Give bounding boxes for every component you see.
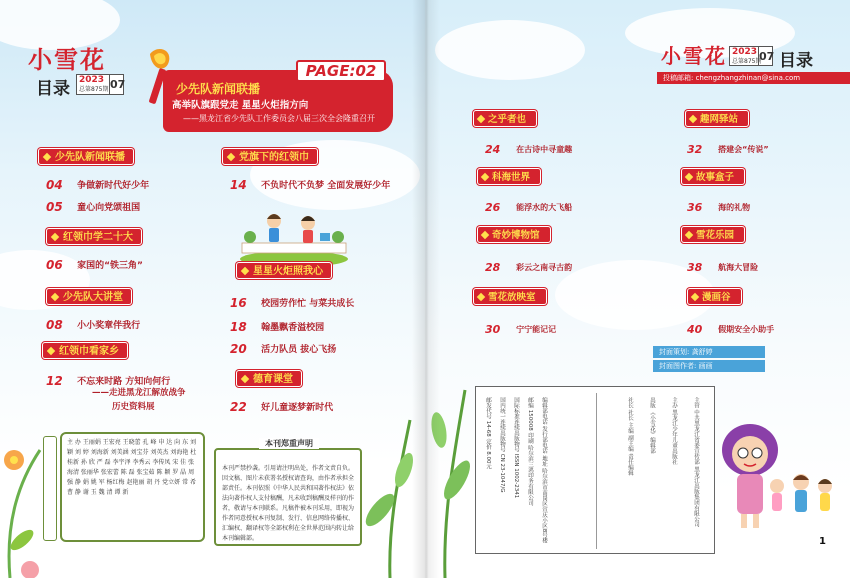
toc-entry[interactable] <box>230 338 336 357</box>
toc-entry[interactable] <box>485 138 572 157</box>
section-header[interactable]: 雪花乐园 <box>681 226 745 243</box>
entry-title: 不忘来时路 方知向何行 <box>77 377 171 387</box>
entry-page-number: 22 <box>230 400 247 414</box>
pub-info-line: 国际标准连续出版物号 ISSN 1002-2341 <box>513 397 519 499</box>
toc-entry[interactable] <box>46 314 140 333</box>
entry-title: 宁宁能记记 <box>516 325 557 334</box>
entry-page-number: 28 <box>485 261 501 274</box>
toc-entry[interactable] <box>485 318 556 337</box>
publication-info-box <box>475 386 715 554</box>
toc-entry[interactable] <box>687 256 758 275</box>
entry-title: 小小奖章伴我行 <box>77 321 141 331</box>
toc-title: 目录 <box>36 79 70 99</box>
cloud-decoration <box>435 20 585 80</box>
section-header[interactable]: 星星火炬照我心 <box>236 262 332 279</box>
entry-page-number: 14 <box>230 178 247 192</box>
section-header[interactable]: 德育课堂 <box>236 370 302 387</box>
brand-logo: 小雪花 <box>28 46 106 74</box>
entry-page-number: 16 <box>230 296 247 310</box>
entry-page-number: 26 <box>485 201 501 214</box>
pub-info-line: 编辑部电话 发行部电话 地址 哈尔滨市南岗区宣庆小区8号楼 <box>541 397 547 544</box>
pub-info-line: 主办 黑龙江少年儿童出版社 <box>671 397 677 465</box>
leaf-decoration <box>360 400 420 578</box>
entry-page-number: 08 <box>46 318 63 332</box>
entry-title: 活力队员 拔心飞扬 <box>261 345 337 355</box>
issue-total: 总第875期 <box>79 86 109 93</box>
entry-title: 假期安全小助手 <box>718 325 775 334</box>
staff-list: 主 办 王丽娟 王宏亮 王晓蕾 孔 峰 申 达 向 东 刘颖 刘 婷 刘海新 刘美涵 刘宝芬 刘英杰 刘海艳 杜桂新 孙 欣 严 磊 李宇泽 李秀云 李传凤 宋 佳 张海清 张丽华 张宏蕾 陈 磊 张宝茹 陈 颖 罗 晶 周 强 静 娟 姚 军 杨红梅 赵艳丽 胡 丹 党立妍 常 希 曹 静 谢 玉 魏 清 谭 新 <box>67 439 197 496</box>
entry-title: 搭建会“传说” <box>718 145 769 154</box>
pub-info-line: 出版 《小雪花》编辑部 <box>649 397 655 454</box>
toc-title: 目录 <box>779 51 813 71</box>
entry-page-number: 36 <box>687 201 703 214</box>
section-header[interactable]: 趣网驿站 <box>685 110 749 127</box>
entry-page-number: 04 <box>46 178 63 192</box>
notice-box <box>214 448 362 546</box>
entry-subtitle: 历史资料展 <box>112 402 155 412</box>
pub-info-line: 邮编 150008 印刷 哈尔滨三鸿印务有限公司 <box>527 397 533 506</box>
section-header[interactable]: 故事盒子 <box>681 168 745 185</box>
toc-entry[interactable] <box>46 174 149 193</box>
toc-entry[interactable] <box>230 292 354 311</box>
entry-page-number: 40 <box>687 323 703 336</box>
entry-title: 争做新时代好少年 <box>77 181 150 191</box>
entry-title: 翰墨飘香溢校园 <box>261 323 325 333</box>
cover-artist: 封面图作者: 画画 <box>653 360 765 372</box>
entry-title: 在古诗中寻童趣 <box>516 145 573 154</box>
section-header[interactable]: 之乎者也 <box>473 110 537 127</box>
cover-credits <box>653 346 765 374</box>
section-header[interactable]: 少先队新闻联播 <box>38 148 134 165</box>
pub-info-line: 社长 社长 主编 副主编 责任编辑 <box>627 397 633 476</box>
notice-body: 本刊严禁抄袭。引用请注明出处，作者文责自负。因文稿、图片未获署名授权请查询，由作者承担全部责任。本刊依照《中华人民共和国著作权法》依法向著作权人支付稿酬，凡未收到稿酬及样刊的作者，敬请与本刊联系。凡稿件被本刊采用，即视为作者同意授权本刊复制、发行、信息网络传播权、汇编权、翻译权等全部权利在全世界范围内转让给本刊编辑部。 <box>222 465 355 542</box>
toc-entry[interactable] <box>687 196 750 215</box>
toc-entry[interactable] <box>46 254 143 273</box>
feature-page-tag: PAGE:02 <box>296 60 386 82</box>
divider <box>596 393 597 549</box>
toc-entry[interactable] <box>687 318 774 337</box>
entry-title: 航海大冒险 <box>718 263 759 272</box>
feature-title: 少先队新闻联播 <box>176 82 261 96</box>
entry-page-number: 20 <box>230 342 247 356</box>
section-header[interactable]: 科海世界 <box>477 168 541 185</box>
section-header[interactable]: 党旗下的红领巾 <box>222 148 318 165</box>
issue-number: 07 <box>758 47 772 66</box>
book-spine-shadow <box>412 0 440 578</box>
section-header[interactable]: 奇妙博物馆 <box>477 226 551 243</box>
entry-page-number: 06 <box>46 258 63 272</box>
issue-year: 2023 <box>79 75 105 85</box>
entry-page-number: 32 <box>687 143 703 156</box>
feature-subtitle-2: ——黑龙江省少先队工作委员会八届三次全会隆重召开 <box>183 114 375 123</box>
entry-page-number: 05 <box>46 200 63 214</box>
submission-email[interactable]: 投稿邮箱: chengzhangzhinan@sina.com <box>657 72 850 84</box>
kids-gardening-illustration <box>238 207 350 267</box>
entry-title: 好儿童逐梦新时代 <box>261 403 334 413</box>
toc-entry[interactable] <box>485 196 572 215</box>
staff-list-box <box>60 432 205 542</box>
pub-info-line: 国内统一连续出版物号 CN 23-1047/G <box>499 397 505 493</box>
toc-entry[interactable] <box>230 174 390 193</box>
right-page <box>425 0 850 578</box>
entry-title: 家国的“铁三角” <box>77 261 143 271</box>
feature-subtitle: 高举队旗跟党走 星星火炬指方向 <box>172 100 309 111</box>
cover-planner: 封面策划: 龚舒婷 <box>653 346 765 358</box>
section-header[interactable]: 漫画谷 <box>687 288 742 305</box>
toc-entry[interactable] <box>46 196 140 215</box>
section-header[interactable]: 少先队大讲堂 <box>46 288 132 305</box>
section-header[interactable]: 红领巾看家乡 <box>42 342 128 359</box>
issue-total: 总第875期 <box>732 58 762 65</box>
issue-box <box>729 46 773 66</box>
entry-title: 海的礼物 <box>718 203 751 212</box>
toc-entry[interactable] <box>230 316 324 335</box>
entry-title: 童心向党颂祖国 <box>77 203 141 213</box>
entry-page-number: 18 <box>230 320 247 334</box>
torch-icon <box>140 46 176 106</box>
entry-page-number: 38 <box>687 261 703 274</box>
page-number: 1 <box>819 536 826 547</box>
entry-page-number: 30 <box>485 323 501 336</box>
toc-entry[interactable] <box>485 256 572 275</box>
entry-title: 不负时代不负梦 全面发展好少年 <box>261 181 391 191</box>
entry-title: 能浮水的大飞船 <box>516 203 573 212</box>
issue-box <box>76 74 124 95</box>
notice-title: 本刊郑重声明 <box>259 438 319 449</box>
entry-page-number: 12 <box>46 374 63 388</box>
entry-title: 校园劳作忙 与菜共成长 <box>261 299 355 309</box>
toc-entry[interactable] <box>687 138 769 157</box>
issue-number: 07 <box>109 75 123 94</box>
entry-title: 彩云之南寻古韵 <box>516 263 573 272</box>
issue-year: 2023 <box>732 47 758 57</box>
pub-info-line: 主管 中共黑龙江省委宣传部 黑龙江出版集团有限公司 <box>693 397 699 527</box>
entry-page-number: 24 <box>485 143 501 156</box>
kids-group-illustration <box>763 466 843 526</box>
entry-subtitle: ——走进黑龙江解放战争 <box>92 388 186 398</box>
section-header[interactable]: 雪花放映室 <box>473 288 547 305</box>
brand-logo: 小雪花 <box>661 44 727 68</box>
vertical-logo-strip <box>43 436 57 541</box>
pub-info-line: 邮发代号 14-68 定价 8.00元 <box>485 397 491 469</box>
section-header[interactable]: 红领巾学二十大 <box>46 228 142 245</box>
toc-entry[interactable] <box>230 396 333 415</box>
